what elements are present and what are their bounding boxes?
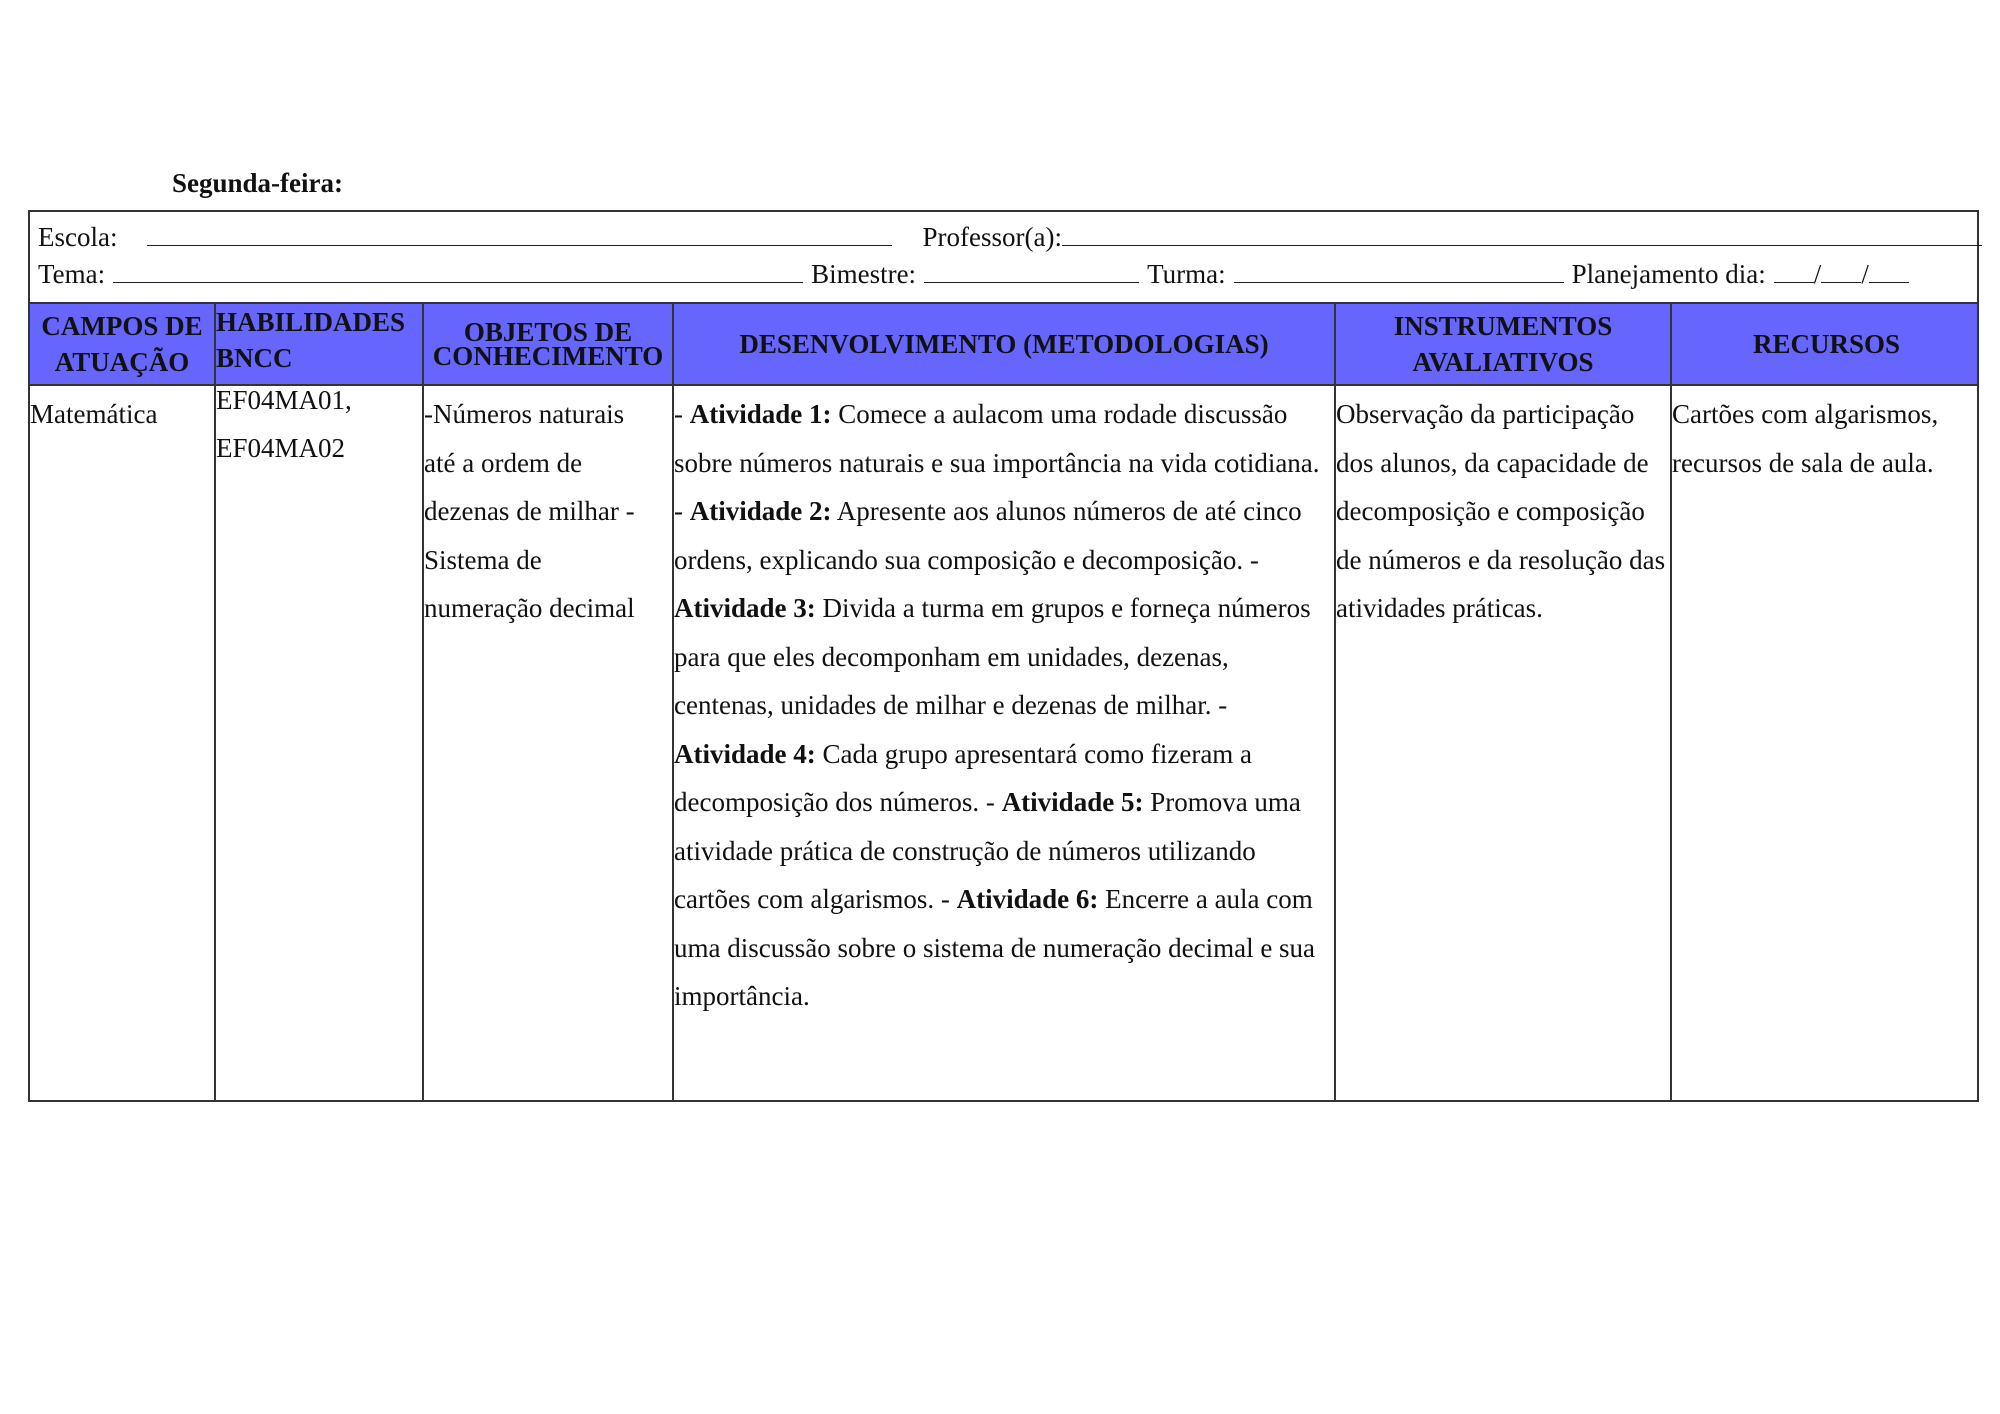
- cell-instrumentos: Observação da participação dos alunos, da capacidade de decomposição e composição de números e da resolução das atividades práticas.: [1336, 399, 1666, 623]
- info-block: [30, 212, 1977, 304]
- atividade-6-label: Atividade 6:: [956, 884, 1099, 914]
- desenvolvimento-text: - Atividade 1: Comece a aulacom uma rodade discussão sobre números naturais e sua importância na vida cotidiana. - Atividade 2: Apresente aos alunos números de até cinco ordens, explicando sua composição e decomposição. - Atividade 3: Divida a turma em grupos e forneça números para que eles decomponham em unidades, dezenas, centenas, unidades de milhar e dezenas de milhar. - Atividade 4: Cada grupo apresentará como fizeram a decomposição dos números. - Atividade 5: Promova uma atividade prática de construção de números utilizando cartões com algarismos. - Atividade 6: Encerre a aula com uma discussão sobre o sistema de numeração decimal e sua importância.: [674, 399, 1320, 1011]
- header-habilidades: HABILIDADES BNCC: [216, 307, 406, 373]
- atividade-5-label: Atividade 5:: [1001, 787, 1144, 817]
- header-objetos: OBJETOS DE CONHECIMENTO: [432, 317, 664, 371]
- turma-label: Turma:: [1147, 259, 1226, 289]
- escola-label: Escola:: [38, 222, 118, 252]
- atividade-1-label: Atividade 1:: [689, 399, 832, 429]
- date-year-field[interactable]: [1869, 260, 1909, 283]
- info-line-2: [38, 259, 1909, 290]
- lesson-plan-table: [28, 210, 1979, 1102]
- header-recursos: RECURSOS: [1752, 329, 1901, 359]
- turma-field[interactable]: [1234, 260, 1564, 283]
- header-instrumentos: INSTRUMENTOS AVALIATIVOS: [1393, 311, 1613, 377]
- bimestre-label: Bimestre:: [811, 259, 917, 289]
- date-month-field[interactable]: [1821, 260, 1861, 283]
- tema-field[interactable]: [113, 260, 803, 283]
- cell-recursos: Cartões com algarismos, recursos de sala de aula.: [1672, 399, 1939, 478]
- cell-campo: Matemática: [30, 399, 158, 429]
- tema-label: Tema:: [38, 259, 106, 289]
- bimestre-field[interactable]: [924, 260, 1139, 283]
- escola-field[interactable]: [147, 223, 892, 246]
- date-sep-2: /: [1861, 259, 1869, 289]
- atividade-4-label: Atividade 4:: [674, 738, 816, 769]
- planejamento-label: Planejamento dia:: [1571, 259, 1766, 289]
- day-title: Segunda-feira:: [172, 168, 343, 198]
- header-campos: CAMPOS DE ATUAÇÃO: [41, 311, 203, 377]
- date-sep-1: /: [1813, 259, 1822, 289]
- professor-label: Professor(a):: [922, 222, 1062, 252]
- cell-objetos: -Números naturais até a ordem de dezenas de milhar - Sistema de numeração decimal: [424, 399, 635, 623]
- info-line-1: [38, 222, 1982, 253]
- date-day-field[interactable]: [1774, 260, 1814, 283]
- cell-habilidades: EF04MA01, EF04MA02: [216, 385, 352, 463]
- professor-field[interactable]: [1062, 223, 1982, 246]
- table-header-row: [30, 304, 1977, 386]
- cell-desenvolvimento: [674, 390, 1334, 1021]
- header-desenvolvimento: DESENVOLVIMENTO (METODOLOGIAS): [739, 329, 1269, 359]
- atividade-2-label: Atividade 2:: [689, 496, 832, 526]
- atividade-3-label: Atividade 3:: [674, 593, 816, 623]
